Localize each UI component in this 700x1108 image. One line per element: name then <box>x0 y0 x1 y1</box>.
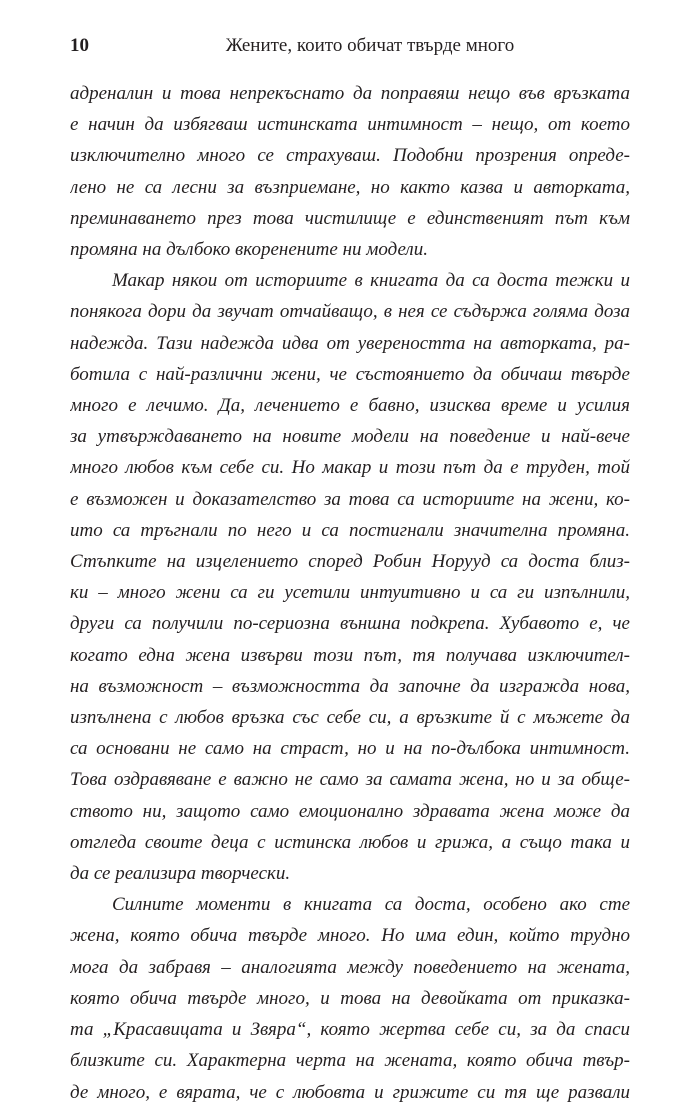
text-line: лено не са лесни за възприемане, но както казва и авторката, <box>70 176 630 198</box>
text-line: понякога дори да звучат отчайващо, в нея се съдържа голяма доза <box>70 301 630 323</box>
text-line: ботила с най-различни жени, че състоянието да обичаш твърде <box>70 363 630 385</box>
text-line: която обича твърде много, и това на девойката от приказка- <box>70 987 630 1009</box>
text-line: изпълнена с любов връзка със себе си, а връзките й с мъжете да <box>70 707 630 729</box>
text-line: за утвърждаването на новите модели на поведение и най-вече <box>70 426 630 448</box>
text-line: много е лечимо. Да, лечението е бавно, изисква време и усилия <box>70 395 630 417</box>
text-line: изключително много се страхуваш. Подобни прозрения опреде- <box>70 145 630 167</box>
text-line: Това оздравяване е важно не само за самата жена, но и за обще- <box>70 769 630 791</box>
text-line: промяна на дълбоко вкоренените ни модели. <box>70 239 428 261</box>
running-title: Жените, които обичат твърде много <box>225 35 515 56</box>
body-text <box>70 78 630 1108</box>
text-line: да се реализира творчески. <box>70 863 291 885</box>
text-line: отгледа своите деца с истинска любов и грижа, а също така и <box>70 831 630 853</box>
text-line: Силните моменти в книгата са доста, особено ако сте <box>112 894 630 916</box>
text-line: е начин да избягваш истинската интимност – нещо, от което <box>70 114 630 136</box>
text-line: е възможен и доказателство за това са историите на жени, ко- <box>70 488 630 510</box>
text-line: когато една жена извърви този път, тя получава изключител- <box>70 644 630 666</box>
text-line: ки – много жени са ги усетили интуитивно и са ги изпълнили, <box>70 582 630 604</box>
text-line: адреналин и това непрекъснато да поправяш нещо във връзката <box>70 83 630 104</box>
text-line: преминаването през това чистилище е единственият път към <box>70 207 630 229</box>
text-line: ито са тръгнали по него и са постигнали значителна промяна. <box>70 519 630 541</box>
page-header <box>70 30 630 62</box>
text-line: на възможност – възможността да започне да изгражда нова, <box>70 675 630 697</box>
text-line: Стъпките на изцелението според Робин Норууд са доста близ- <box>70 551 630 573</box>
text-line: Макар някои от историите в книгата да са доста тежки и <box>112 270 630 292</box>
text-line: мога да забравя – аналогията между поведението на жената, <box>70 956 630 978</box>
text-line: надежда. Тази надежда идва от увереността на авторката, ра- <box>70 332 630 354</box>
text-line: много любов към себе си. Но макар и този път да е труден, той <box>70 457 630 479</box>
text-line: са основани не само на страст, но и на по-дълбока интимност. <box>70 738 630 760</box>
text-line: други са получили по-сериозна външна подкрепа. Хубавото е, че <box>70 613 630 635</box>
text-line: жена, която обича твърде много. Но има един, който трудно <box>70 925 630 947</box>
text-line: де много, е вярата, че с любовта и грижите си тя ще развали <box>70 1081 630 1103</box>
text-line: та „Красавицата и Звяра“, която жертва себе си, за да спаси <box>70 1019 630 1041</box>
text-line: близките си. Характерна черта на жената, която обича твър- <box>70 1050 630 1072</box>
page-number: 10 <box>70 35 89 56</box>
text-line: ството ни, защото само емоционално здравата жена може да <box>70 800 630 822</box>
